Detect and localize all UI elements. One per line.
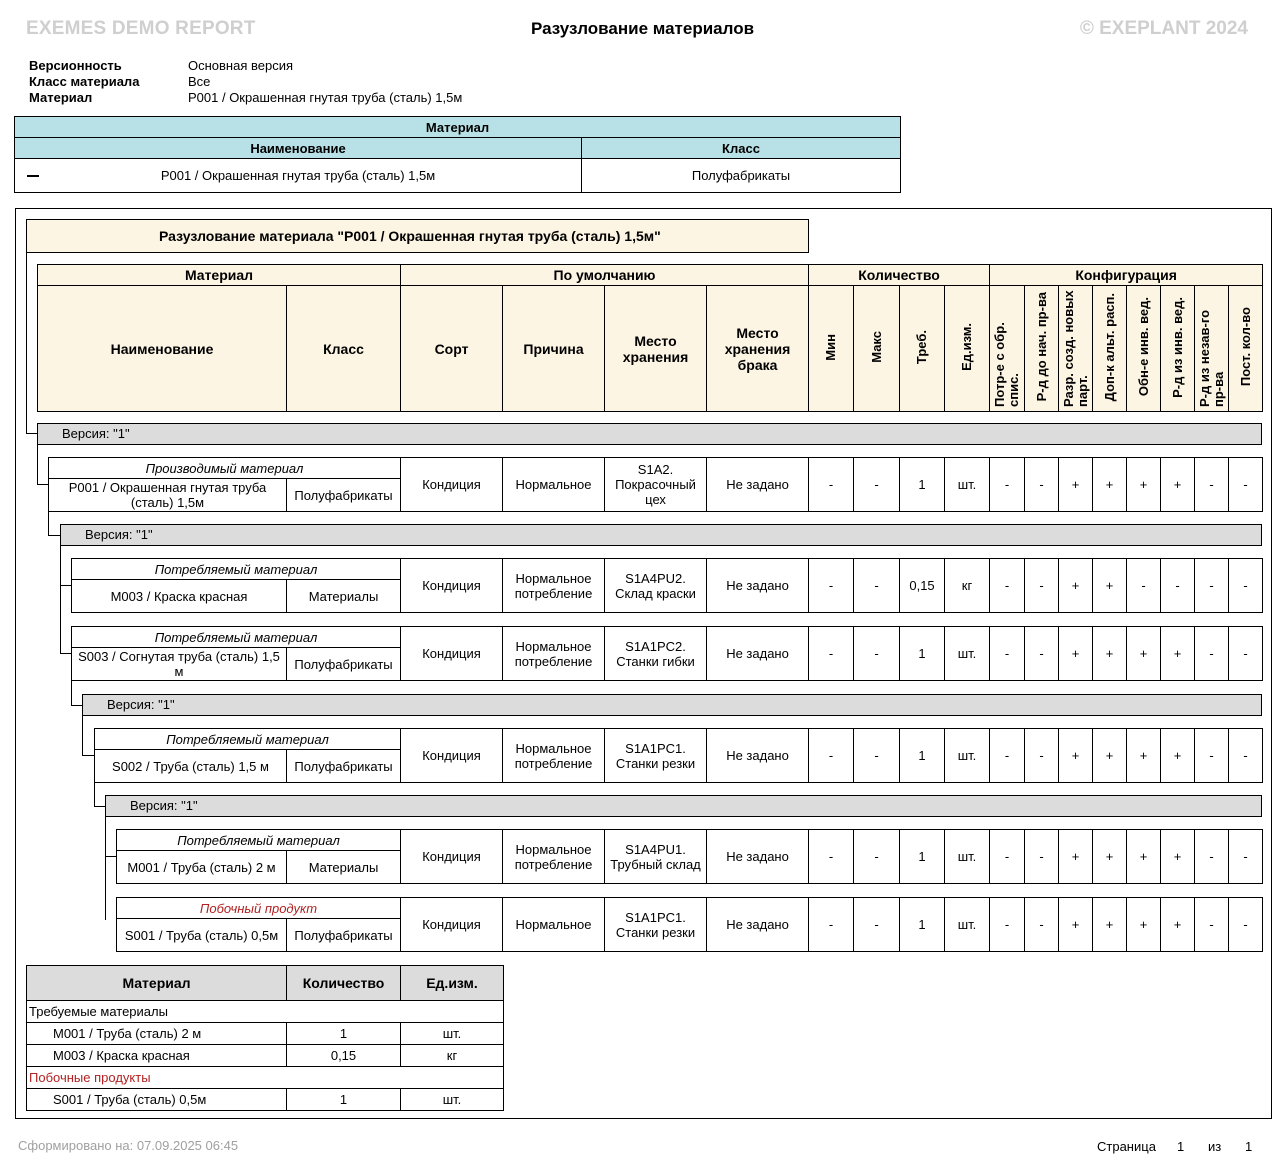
summary-col-qty: Количество	[287, 966, 401, 1001]
cell-cfg-3: +	[1059, 729, 1093, 783]
col-reason: Причина	[503, 286, 605, 412]
col-min: Мин	[823, 333, 839, 361]
cell-cfg-4: +	[1093, 627, 1127, 681]
table-row	[94, 728, 1263, 783]
page-number: 1	[1177, 1139, 1185, 1154]
summary-item-name: M003 / Краска красная	[27, 1045, 287, 1067]
col-header-class: Класс	[582, 138, 901, 159]
cell-material-class: Материалы	[287, 580, 401, 613]
cell-cfg-7: -	[1195, 830, 1229, 884]
cell-storage: S1A4PU1. Трубный склад	[605, 830, 707, 884]
cell-cfg-8: -	[1229, 898, 1263, 952]
row-type-label: Потребляемый материал	[72, 627, 401, 648]
cell-grade: Кондиция	[401, 729, 503, 783]
tree-line	[26, 433, 37, 434]
cell-grade: Кондиция	[401, 898, 503, 952]
cell-cfg-6: +	[1161, 458, 1195, 512]
cell-material-name: P001 / Окрашенная гнутая труба (сталь) 1,5м	[49, 479, 287, 512]
param-value-class: Все	[188, 74, 211, 89]
cell-cfg-5: +	[1127, 830, 1161, 884]
col-storage: Место хранения	[605, 286, 707, 412]
col-cfg-7: Р-д из незав-го пр-ва	[1196, 309, 1226, 407]
tree-line	[105, 817, 106, 920]
col-cfg-8: Пост. кол-во	[1237, 307, 1253, 387]
summary-item-qty: 1	[287, 1089, 401, 1111]
cell-uom: кг	[945, 559, 990, 613]
cell-max: -	[854, 627, 900, 681]
table-row	[27, 1023, 504, 1045]
tree-line	[82, 716, 83, 755]
version-bar-3: Версия: "1"	[82, 694, 1262, 716]
cell-cfg-8: -	[1229, 729, 1263, 783]
cell-uom: шт.	[945, 458, 990, 512]
col-cfg-5: Обн-е инв. вед.	[1135, 297, 1151, 397]
row-type-label: Производимый материал	[49, 458, 401, 479]
tree-line	[37, 444, 38, 484]
cell-cfg-8: -	[1229, 830, 1263, 884]
cell-cfg-2: -	[1025, 830, 1059, 884]
cell-cfg-5: -	[1127, 559, 1161, 613]
cell-cfg-4: +	[1093, 729, 1127, 783]
cell-uom: шт.	[945, 830, 990, 884]
col-cfg-2: Р-д до нач. пр-ва	[1033, 292, 1049, 402]
cell-cfg-6: +	[1161, 627, 1195, 681]
row-type-label: Потребляемый материал	[95, 729, 401, 750]
cell-cfg-2: -	[1025, 559, 1059, 613]
cell-max: -	[854, 830, 900, 884]
cell-reason: Нормальное потребление	[503, 559, 605, 613]
tree-line	[48, 535, 60, 536]
cell-cfg-3: +	[1059, 830, 1093, 884]
cell-uom: шт.	[945, 898, 990, 952]
cell-min: -	[809, 627, 854, 681]
cell-cfg-4: +	[1093, 559, 1127, 613]
col-req: Треб.	[914, 329, 930, 365]
cell-min: -	[809, 458, 854, 512]
cell-min: -	[809, 830, 854, 884]
summary-col-material: Материал	[27, 966, 287, 1001]
material-table	[14, 116, 901, 193]
cell-max: -	[854, 729, 900, 783]
cell-reason: Нормальное	[503, 458, 605, 512]
cell-cfg-5: +	[1127, 627, 1161, 681]
cell-material-class: Полуфабрикаты	[287, 479, 401, 512]
collapse-minus-icon[interactable]	[27, 175, 39, 177]
cell-cfg-4: +	[1093, 458, 1127, 512]
cell-defect-storage: Не задано	[707, 729, 809, 783]
cell-min: -	[809, 898, 854, 952]
cell-cfg-7: -	[1195, 898, 1229, 952]
cell-material-name: M001 / Труба (сталь) 2 м	[117, 851, 287, 884]
cell-defect-storage: Не задано	[707, 627, 809, 681]
cell-max: -	[854, 559, 900, 613]
group-material: Материал	[38, 265, 401, 286]
summary-item-uom: шт.	[401, 1023, 504, 1045]
cell-defect-storage: Не задано	[707, 830, 809, 884]
tree-line	[105, 856, 116, 857]
cell-storage: S1A1PC1. Станки резки	[605, 729, 707, 783]
col-cfg-1: Потр-е с обр. спис.	[992, 322, 1022, 407]
col-name: Наименование	[38, 286, 287, 412]
cell-cfg-6: +	[1161, 729, 1195, 783]
explosion-header	[37, 264, 1263, 412]
param-value-material: P001 / Окрашенная гнутая труба (сталь) 1,5м	[188, 90, 463, 105]
cell-cfg-1: -	[990, 627, 1025, 681]
report-title: Разузлование материалов	[530, 19, 755, 38]
tree-line	[60, 653, 71, 654]
cell-uom: шт.	[945, 729, 990, 783]
tree-line	[94, 783, 95, 806]
summary-group-required: Требуемые материалы	[27, 1001, 504, 1023]
cell-cfg-1: -	[990, 458, 1025, 512]
summary-group-byproducts: Побочные продукты	[27, 1067, 504, 1089]
row-type-label: Потребляемый материал	[72, 559, 401, 580]
cell-cfg-7: -	[1195, 627, 1229, 681]
cell-cfg-1: -	[990, 559, 1025, 613]
version-bar-1: Версия: "1"	[37, 423, 1262, 445]
table-row	[27, 1045, 504, 1067]
summary-item-uom: шт.	[401, 1089, 504, 1111]
material-class: Полуфабрикаты	[582, 159, 901, 193]
cell-req: 1	[900, 898, 945, 952]
cell-material-name: M003 / Краска красная	[72, 580, 287, 613]
table-row	[116, 897, 1263, 952]
tree-line	[60, 585, 71, 586]
cell-cfg-3: +	[1059, 458, 1093, 512]
cell-cfg-2: -	[1025, 458, 1059, 512]
cell-material-class: Полуфабрикаты	[287, 750, 401, 783]
summary-item-qty: 0,15	[287, 1045, 401, 1067]
table-row	[48, 457, 1263, 512]
cell-material-class: Полуфабрикаты	[287, 919, 401, 952]
summary-item-name: S001 / Труба (сталь) 0,5м	[27, 1089, 287, 1111]
col-cfg-4: Доп-к альт. расп.	[1101, 292, 1117, 402]
cell-req: 1	[900, 627, 945, 681]
cell-defect-storage: Не задано	[707, 559, 809, 613]
cell-grade: Кондиция	[401, 458, 503, 512]
cell-req: 1	[900, 830, 945, 884]
cell-cfg-4: +	[1093, 898, 1127, 952]
page-label: Страница	[1097, 1139, 1156, 1154]
cell-storage: S1A2. Покрасочный цех	[605, 458, 707, 512]
cell-storage: S1A1PC1. Станки резки	[605, 898, 707, 952]
material-group-header: Материал	[15, 117, 901, 138]
cell-cfg-7: -	[1195, 559, 1229, 613]
tree-line	[26, 253, 27, 433]
explosion-title: Разузлование материала "P001 / Окрашенная гнутая труба (сталь) 1,5м"	[26, 219, 809, 253]
col-defect-storage: Место хранения брака	[707, 286, 809, 412]
param-value-versioning: Основная версия	[188, 58, 294, 73]
cell-reason: Нормальное потребление	[503, 729, 605, 783]
cell-reason: Нормальное потребление	[503, 830, 605, 884]
cell-grade: Кондиция	[401, 627, 503, 681]
summary-item-qty: 1	[287, 1023, 401, 1045]
version-bar-4: Версия: "1"	[105, 795, 1262, 817]
demo-watermark: EXEMES DEMO REPORT	[26, 18, 256, 39]
col-grade: Сорт	[401, 286, 503, 412]
summary-table	[26, 965, 504, 1111]
copyright: © EXEPLANT 2024	[1079, 18, 1248, 39]
cell-cfg-5: +	[1127, 729, 1161, 783]
cell-cfg-8: -	[1229, 458, 1263, 512]
col-cfg-3: Разр. созд. новых парт.	[1060, 290, 1090, 407]
cell-cfg-3: +	[1059, 898, 1093, 952]
cell-req: 0,15	[900, 559, 945, 613]
cell-req: 1	[900, 458, 945, 512]
cell-cfg-6: +	[1161, 898, 1195, 952]
summary-item-uom: кг	[401, 1045, 504, 1067]
tree-line	[82, 755, 94, 756]
tree-line	[71, 681, 72, 705]
group-config: Конфигурация	[990, 265, 1263, 286]
tree-line	[71, 705, 82, 706]
row-type-label: Побочный продукт	[117, 898, 401, 919]
table-row	[71, 626, 1263, 681]
cell-reason: Нормальное	[503, 898, 605, 952]
cell-grade: Кондиция	[401, 559, 503, 613]
generated-timestamp: Сформировано на: 07.09.2025 06:45	[18, 1138, 239, 1153]
cell-material-name: S001 / Труба (сталь) 0,5м	[117, 919, 287, 952]
of-label: из	[1208, 1139, 1222, 1154]
cell-cfg-3: +	[1059, 559, 1093, 613]
col-uom: Ед.изм.	[959, 323, 975, 371]
param-label-versioning: Версионность	[29, 58, 122, 73]
cell-storage: S1A4PU2. Склад краски	[605, 559, 707, 613]
cell-max: -	[854, 898, 900, 952]
cell-cfg-4: +	[1093, 830, 1127, 884]
cell-defect-storage: Не задано	[707, 458, 809, 512]
summary-item-name: M001 / Труба (сталь) 2 м	[27, 1023, 287, 1045]
col-class: Класс	[287, 286, 401, 412]
cell-reason: Нормальное потребление	[503, 627, 605, 681]
cell-cfg-5: +	[1127, 898, 1161, 952]
cell-cfg-1: -	[990, 898, 1025, 952]
col-cfg-6: Р-д из инв. вед.	[1169, 296, 1185, 398]
material-name-cell	[15, 159, 582, 193]
cell-cfg-3: +	[1059, 627, 1093, 681]
tree-line	[60, 546, 61, 653]
table-row	[27, 1089, 504, 1111]
param-label-material: Материал	[29, 90, 93, 105]
cell-material-class: Материалы	[287, 851, 401, 884]
param-label-class: Класс материала	[29, 74, 140, 89]
cell-cfg-1: -	[990, 830, 1025, 884]
tree-line	[48, 512, 49, 535]
page-total: 1	[1245, 1139, 1253, 1154]
cell-grade: Кондиция	[401, 830, 503, 884]
tree-line	[37, 484, 48, 485]
version-bar-2: Версия: "1"	[60, 524, 1262, 546]
row-type-label: Потребляемый материал	[117, 830, 401, 851]
col-header-name: Наименование	[15, 138, 582, 159]
cell-cfg-1: -	[990, 729, 1025, 783]
cell-cfg-6: -	[1161, 559, 1195, 613]
cell-defect-storage: Не задано	[707, 898, 809, 952]
cell-material-name: S002 / Труба (сталь) 1,5 м	[95, 750, 287, 783]
cell-cfg-2: -	[1025, 627, 1059, 681]
cell-cfg-5: +	[1127, 458, 1161, 512]
cell-uom: шт.	[945, 627, 990, 681]
cell-max: -	[854, 458, 900, 512]
cell-material-name: S003 / Согнутая труба (сталь) 1,5 м	[72, 648, 287, 681]
cell-cfg-7: -	[1195, 729, 1229, 783]
table-row	[116, 829, 1263, 884]
cell-cfg-6: +	[1161, 830, 1195, 884]
cell-cfg-8: -	[1229, 627, 1263, 681]
cell-req: 1	[900, 729, 945, 783]
tree-line	[94, 806, 105, 807]
material-name: P001 / Окрашенная гнутая труба (сталь) 1,5м	[160, 168, 436, 183]
cell-min: -	[809, 559, 854, 613]
col-max: Макс	[868, 331, 884, 363]
cell-cfg-8: -	[1229, 559, 1263, 613]
cell-cfg-2: -	[1025, 898, 1059, 952]
cell-cfg-7: -	[1195, 458, 1229, 512]
cell-cfg-2: -	[1025, 729, 1059, 783]
cell-storage: S1A1PC2. Станки гибки	[605, 627, 707, 681]
group-default: По умолчанию	[401, 265, 809, 286]
summary-col-uom: Ед.изм.	[401, 966, 504, 1001]
cell-material-class: Полуфабрикаты	[287, 648, 401, 681]
group-quantity: Количество	[809, 265, 990, 286]
table-row	[71, 558, 1263, 613]
cell-min: -	[809, 729, 854, 783]
